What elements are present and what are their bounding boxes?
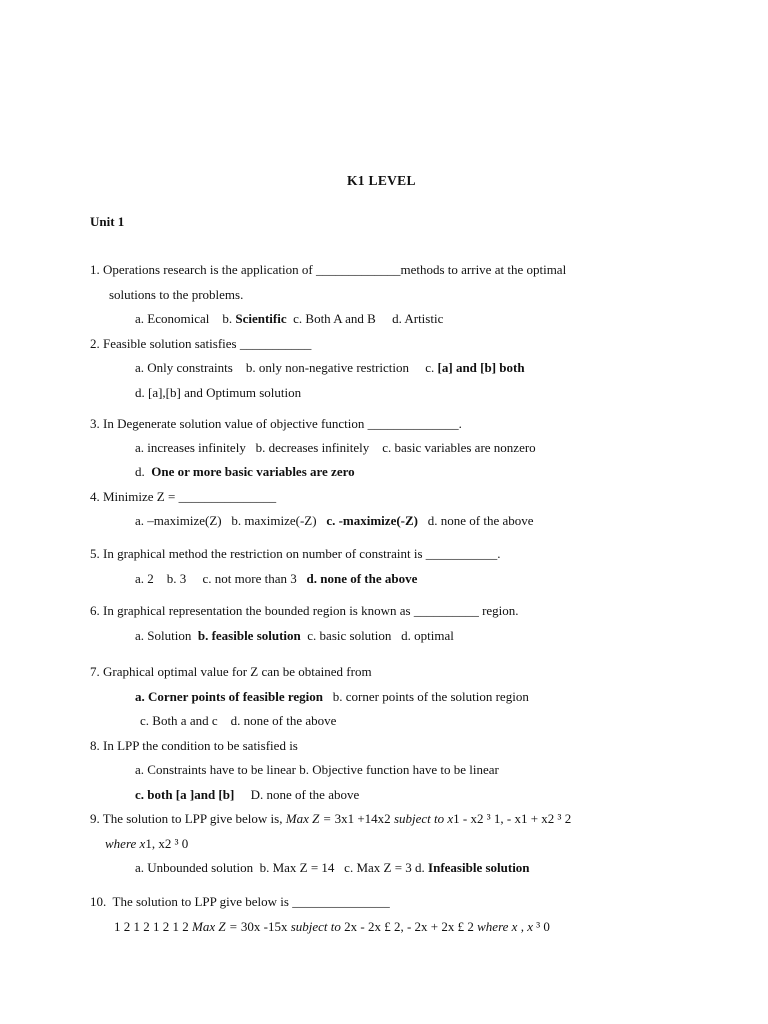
answer-options [135, 464, 355, 480]
question-stem: 5. In graphical method the restriction on number of constraint is ___________. [90, 546, 501, 561]
correct-option: Infeasible solution [428, 860, 530, 875]
formula-text: where x , x [477, 919, 537, 934]
option-text: d. none of the above [418, 513, 534, 528]
answer-options [135, 689, 529, 705]
answer-options [135, 787, 359, 803]
option-text: a. –maximize(Z) b. maximize(-Z) [135, 513, 327, 528]
question-stem: 7. Graphical optimal value for Z can be obtained from [90, 664, 372, 679]
question-stem [90, 811, 571, 827]
unit-heading: Unit 1 [90, 214, 125, 229]
question-stem: 1. Operations research is the application of _____________methods to arrive at the optimal [90, 262, 567, 277]
question-stem: 4. Minimize Z = _______________ [90, 489, 277, 504]
correct-option: c. both [a ]and [b] [135, 787, 235, 802]
option-text: d. [135, 464, 152, 479]
formula-text: 1, x2 ³ 0 [145, 836, 189, 851]
answer-options: a. Constraints have to be linear b. Objective function have to be linear [135, 762, 499, 777]
option-text: c. Both A and B d. Artistic [286, 311, 444, 326]
stem-text: 9. The solution to LPP give below is, [90, 811, 286, 826]
answer-options [135, 513, 534, 529]
formula-text: 1 2 1 2 1 2 1 2 [114, 919, 192, 934]
question-stem: 2. Feasible solution satisfies ___________ [90, 336, 312, 351]
option-text: a. Unbounded solution b. Max Z = 14 c. Max Z = 3 d. [135, 860, 429, 875]
answer-options: c. Both a and c d. none of the above [140, 713, 337, 728]
formula-text: Max Z = [285, 811, 335, 826]
question-stem-continued [105, 836, 188, 852]
formula-text: 30x -15x [240, 919, 291, 934]
option-text: a. Solution [135, 628, 198, 643]
question-stem: 3. In Degenerate solution value of objective function ______________. [90, 416, 462, 431]
correct-option: One or more basic variables are zero [151, 464, 355, 479]
correct-option: c. -maximize(-Z) [326, 513, 418, 528]
formula-text: 3x1 +14x2 [334, 811, 394, 826]
correct-option: b. feasible solution [197, 628, 301, 643]
correct-option: d. none of the above [306, 571, 418, 586]
question-stem-continued: solutions to the problems. [109, 287, 244, 302]
correct-option: Scientific [235, 311, 287, 326]
answer-options: d. [a],[b] and Optimum solution [135, 385, 302, 400]
question-stem: 10. The solution to LPP give below is _______________ [90, 894, 390, 909]
option-text: a. Economical b. [135, 311, 236, 326]
formula-text: subject to x [393, 811, 454, 826]
answer-options [135, 571, 417, 587]
option-text: D. none of the above [234, 787, 360, 802]
formula-text: subject to [290, 919, 345, 934]
question-stem: 8. In LPP the condition to be satisfied is [90, 738, 298, 753]
correct-option: [a] and [b] both [437, 360, 525, 375]
answer-options [135, 311, 443, 327]
formula-text: Max Z = [192, 919, 241, 934]
answer-options [135, 360, 525, 376]
answer-options [135, 860, 530, 876]
formula-text: where x [105, 836, 146, 851]
answer-options [135, 628, 454, 644]
answer-options: a. increases infinitely b. decreases infinitely c. basic variables are nonzero [135, 440, 536, 455]
page-title: K1 LEVEL [347, 173, 416, 188]
question-formula [114, 919, 550, 935]
option-text: c. basic solution d. optimal [300, 628, 454, 643]
option-text: b. corner points of the solution region [323, 689, 529, 704]
formula-text: ³ 0 [536, 919, 550, 934]
formula-text: 2x - 2x £ 2, - 2x + 2x £ 2 [344, 919, 478, 934]
option-text: a. Only constraints b. only non-negative restriction c. [135, 360, 438, 375]
option-text: a. 2 b. 3 c. not more than 3 [135, 571, 307, 586]
question-stem: 6. In graphical representation the bounded region is known as __________ region. [90, 603, 519, 618]
formula-text: 1 - x2 ³ 1, - x1 + x2 ³ 2 [453, 811, 572, 826]
correct-option: a. Corner points of feasible region [135, 689, 324, 704]
